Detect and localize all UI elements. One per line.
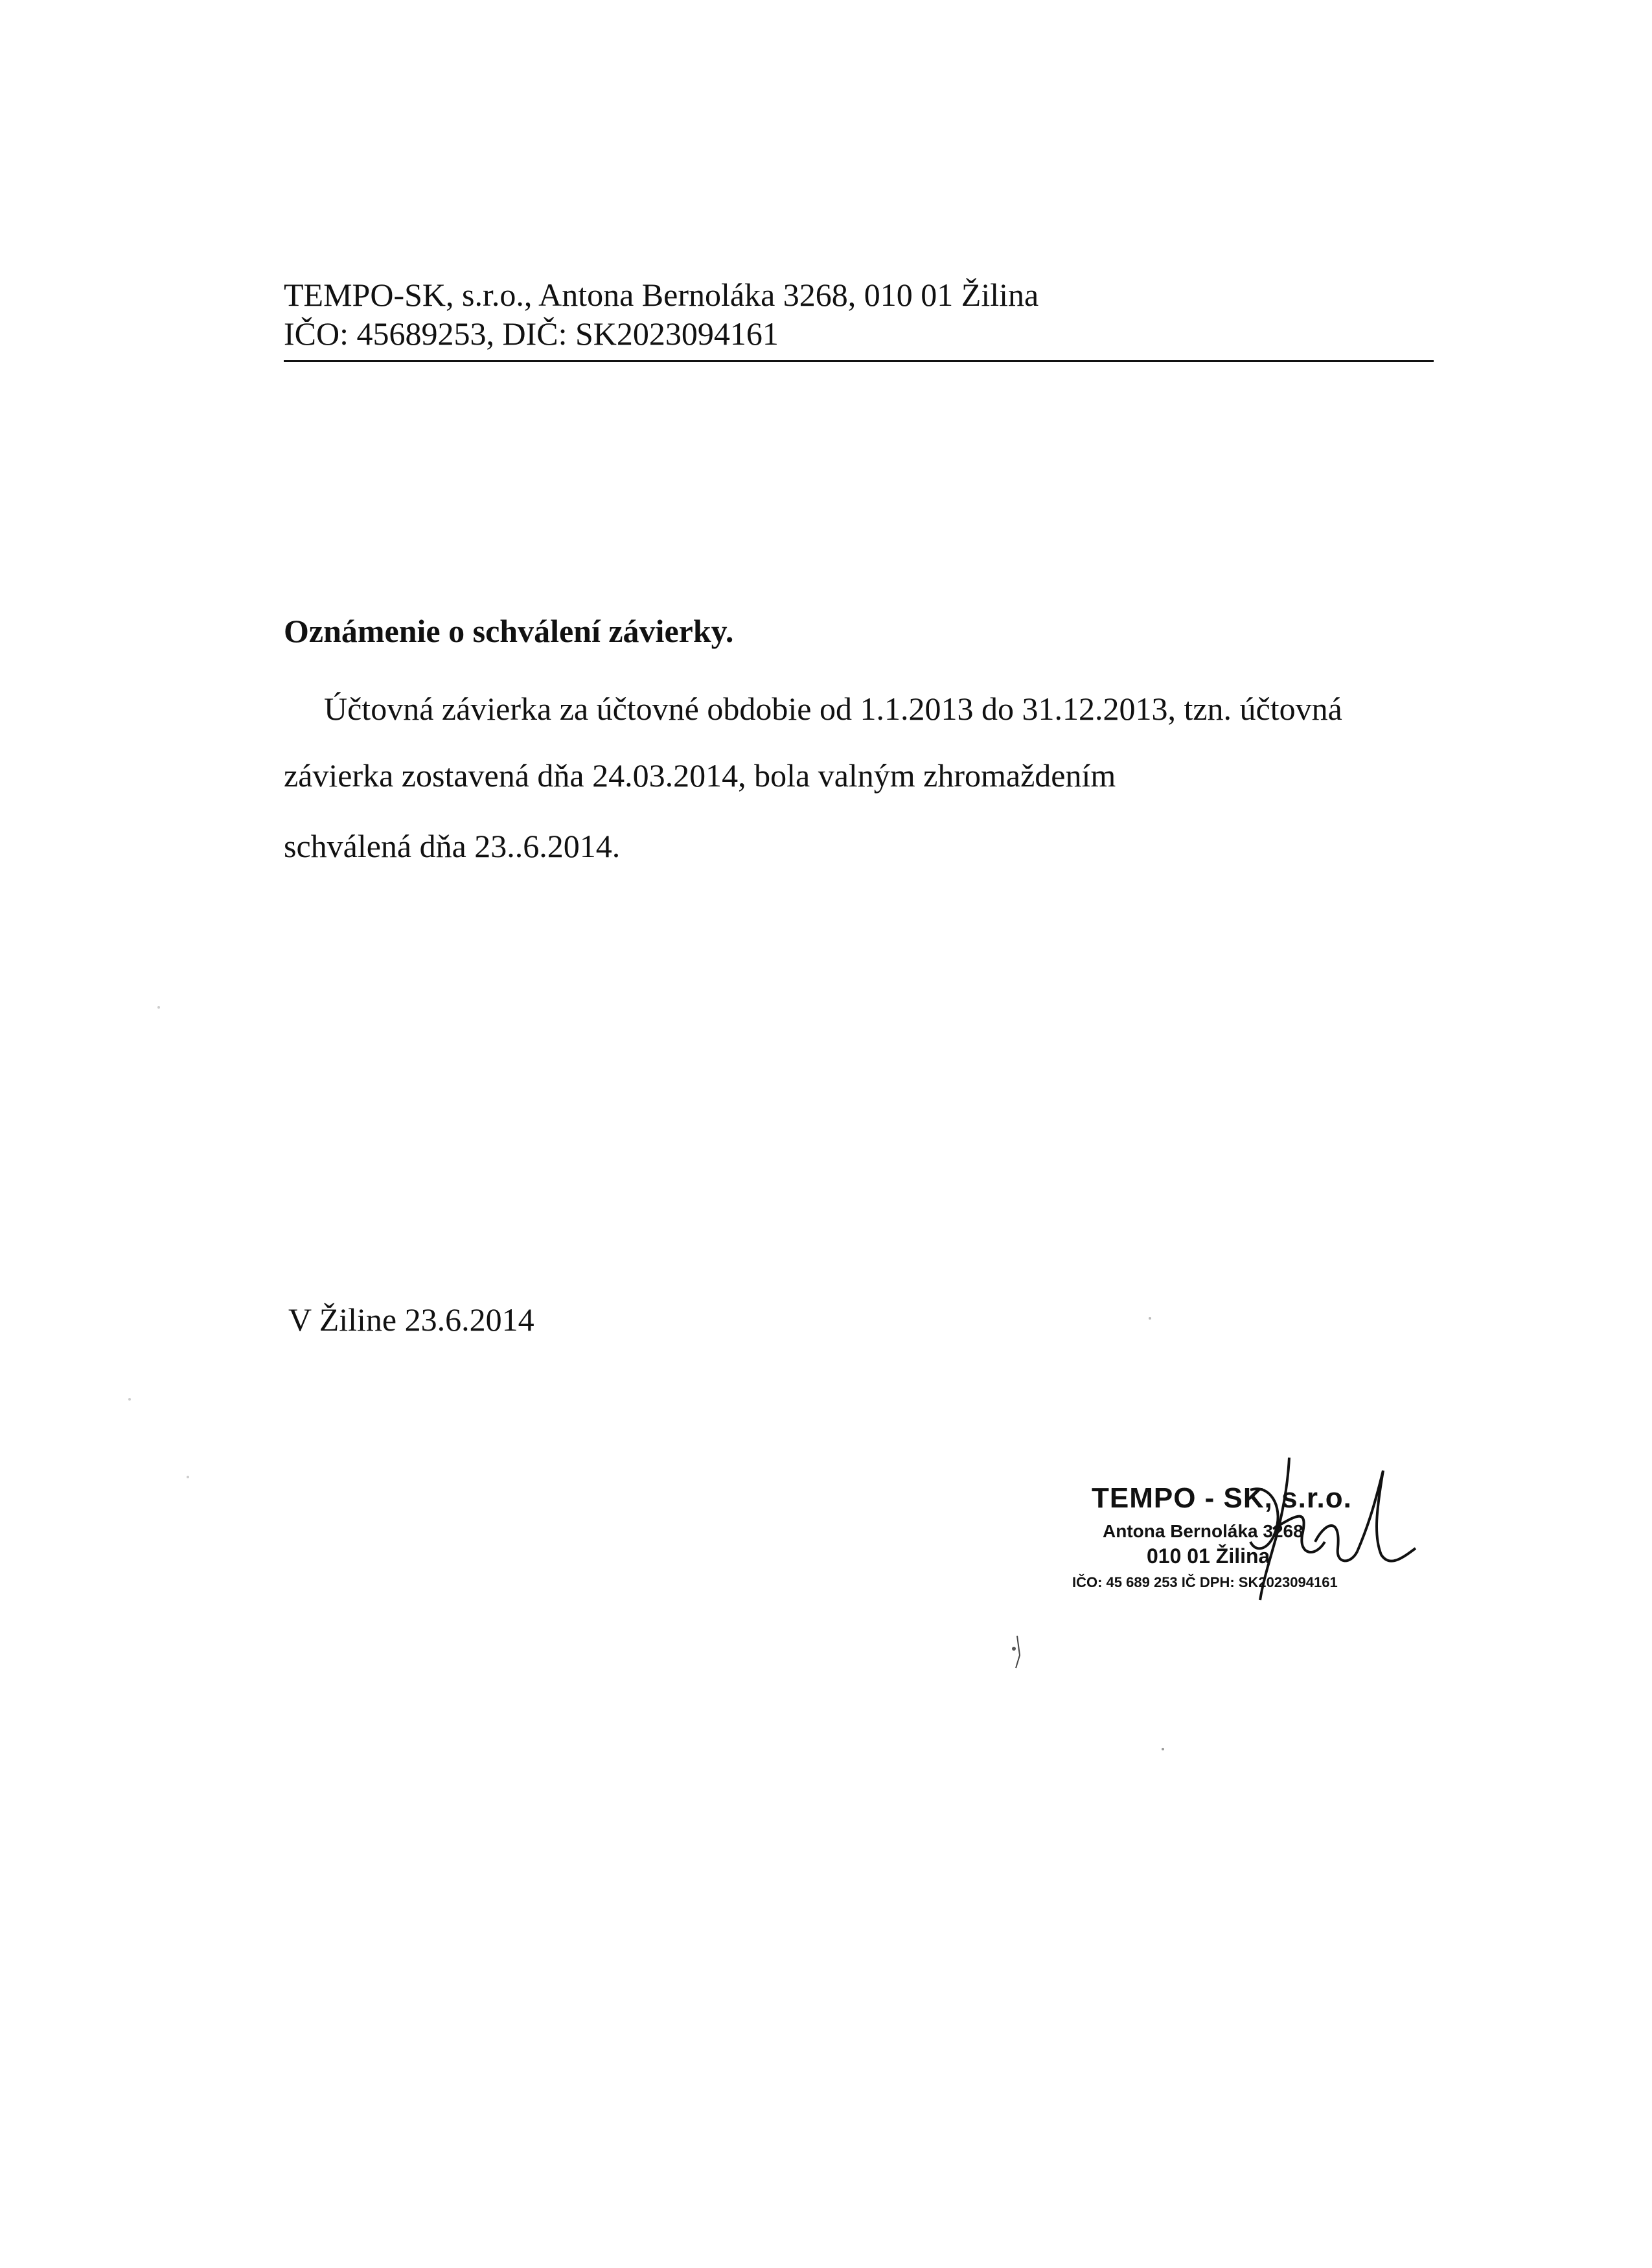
handwritten-signature bbox=[1211, 1445, 1419, 1613]
company-ids-line: IČO: 45689253, DIČ: SK2023094161 bbox=[284, 315, 779, 352]
header-divider bbox=[284, 360, 1434, 362]
company-header bbox=[284, 275, 1434, 353]
body-text-line-2: závierka zostavená dňa 24.03.2014, bola valným zhromaždením bbox=[284, 757, 1116, 794]
company-address-line: TEMPO-SK, s.r.o., Antona Bernoláka 3268, 010 01 Žilina bbox=[284, 277, 1039, 313]
document-title: Oznámenie o schválení závierky. bbox=[284, 613, 734, 649]
stamp-city: 010 01 Žilina bbox=[1147, 1544, 1270, 1568]
stamp-company-name: TEMPO - SK, s.r.o. bbox=[1092, 1482, 1352, 1514]
stamp-street: Antona Bernoláka 3268 bbox=[1103, 1521, 1303, 1541]
body-text-line-3: schválená dňa 23..6.2014. bbox=[284, 828, 621, 864]
place-and-date: V Žiline 23.6.2014 bbox=[288, 1301, 534, 1338]
stamp-ids: IČO: 45 689 253 IČ DPH: SK2023094161 bbox=[1072, 1574, 1338, 1590]
body-text-line-1: Účtovná závierka za účtovné obdobie od 1.1.2013 do 31.12.2013, tzn. účtovná bbox=[324, 691, 1342, 727]
